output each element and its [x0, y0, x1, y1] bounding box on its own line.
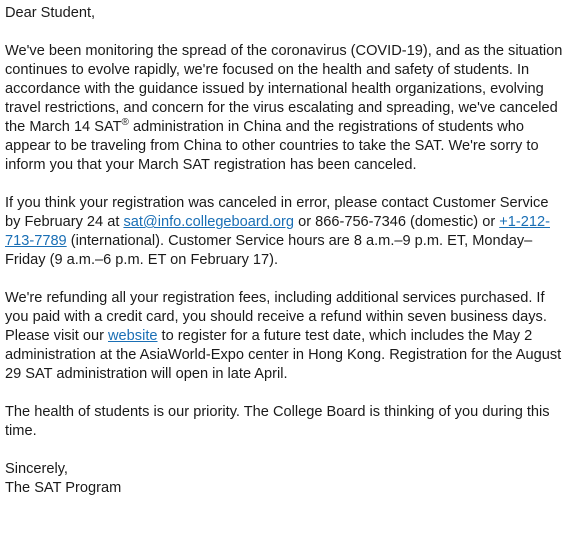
contact-text-3: (international). Customer Service hours are 8 a.m.–9 p.m. ET, Monday–Friday (9 a.m.–6 p.m. ET on February 17).	[5, 233, 533, 268]
registered-trademark-mark: ®	[121, 117, 129, 128]
paragraph-cancellation-notice	[5, 42, 563, 175]
refund-text-2: to register for a future test date, which includes the May 2 administration at the AsiaWorld-Expo center in Hong Kong. Registration for the August 29 SAT administration will open in late April.	[5, 328, 562, 382]
website-link[interactable]: website	[108, 328, 158, 344]
contact-text-1: If you think your registration was canceled in error, please contact Customer Service by February 24 at	[5, 195, 549, 230]
greeting: Dear Student,	[5, 5, 96, 21]
sign-off	[5, 460, 563, 498]
international-phone-link[interactable]: +1-212-713-7789	[5, 214, 550, 249]
closing: Sincerely,	[5, 461, 68, 477]
refund-text-1: We're refunding all your registration fees, including additional services purchased. If you paid with a credit card, you should receive a refund within seven business days. Please visit our	[5, 290, 547, 344]
customer-service-email-link[interactable]: sat@info.collegeboard.org	[123, 214, 295, 230]
paragraph-refund-info	[5, 289, 563, 384]
cancellation-text-start: We've been monitoring the spread of the coronavirus (COVID-19), and as the situation continues to evolve rapidly, we're focused on the health and safety of students. In accordance with the guidance issued by international health organizations, evolving travel restrictions, and concern for the virus escalating and spreading, we've canceled the March 14 SAT	[5, 43, 563, 135]
cancellation-text-end: administration in China and the registrations of students who appear to be traveling from China to other countries to take the SAT. We're sorry to inform you that your March SAT registration has been canceled.	[5, 119, 539, 173]
paragraph-health-priority: The health of students is our priority. The College Board is thinking of you during this time.	[5, 404, 550, 439]
contact-text-2: or 866-756-7346 (domestic) or	[294, 214, 500, 230]
paragraph-contact-info	[5, 194, 563, 270]
signature: The SAT Program	[5, 480, 122, 496]
email-body	[5, 4, 563, 498]
